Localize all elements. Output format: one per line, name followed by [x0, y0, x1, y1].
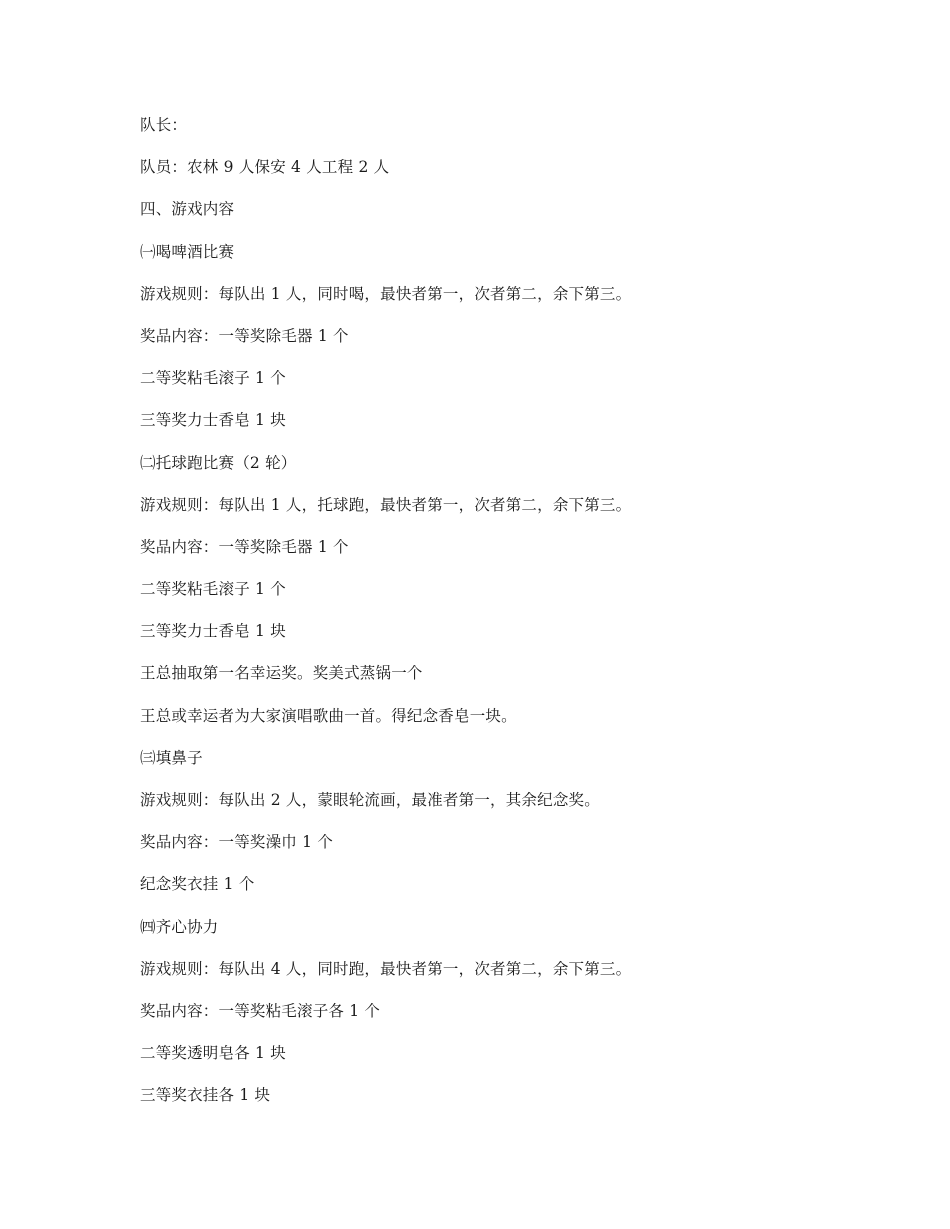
game-2-prize-third: 三等奖力士香皂 1 块 [140, 622, 286, 641]
game-2-title: ㈡托球跑比赛（2 轮） [140, 453, 297, 472]
song-performance-line: 王总或幸运者为大家演唱歌曲一首。得纪念香皂一块。 [140, 706, 517, 725]
game-1-prize-second: 二等奖粘毛滚子 1 个 [140, 369, 286, 388]
team-members-line: 队员：农林 9 人保安 4 人工程 2 人 [140, 158, 390, 177]
game-4-prize-first: 奖品内容：一等奖粘毛滚子各 1 个 [140, 1001, 381, 1020]
game-3-title: ㈢填鼻子 [140, 748, 203, 767]
game-1-rules: 游戏规则：每队出 1 人，同时喝，最快者第一，次者第二，余下第三。 [140, 284, 632, 303]
game-4-title: ㈣齐心协力 [140, 917, 219, 936]
game-1-prize-third: 三等奖力士香皂 1 块 [140, 411, 286, 430]
game-2-prize-second: 二等奖粘毛滚子 1 个 [140, 580, 286, 599]
game-1-title: ㈠喝啤酒比赛 [140, 242, 235, 261]
team-leader-line: 队长： [140, 116, 188, 134]
game-4-prize-second: 二等奖透明皂各 1 块 [140, 1044, 286, 1063]
game-3-prize-first: 奖品内容：一等奖澡巾 1 个 [140, 833, 334, 852]
game-4-rules: 游戏规则：每队出 4 人，同时跑，最快者第一，次者第二，余下第三。 [140, 959, 632, 978]
game-1-prize-first: 奖品内容：一等奖除毛器 1 个 [140, 326, 349, 345]
game-3-rules: 游戏规则：每队出 2 人，蒙眼轮流画，最准者第一，其余纪念奖。 [140, 791, 600, 809]
game-2-prize-first: 奖品内容：一等奖除毛器 1 个 [140, 537, 349, 556]
lucky-draw-line: 王总抽取第一名幸运奖。奖美式蒸锅一个 [140, 664, 423, 683]
game-2-rules: 游戏规则：每队出 1 人，托球跑，最快者第一，次者第二，余下第三。 [140, 495, 632, 514]
section-heading-game-content: 四、游戏内容 [140, 200, 235, 219]
document-body [140, 112, 840, 1125]
game-3-prize-souvenir: 纪念奖衣挂 1 个 [140, 875, 255, 894]
game-4-prize-third: 三等奖衣挂各 1 块 [140, 1086, 271, 1105]
